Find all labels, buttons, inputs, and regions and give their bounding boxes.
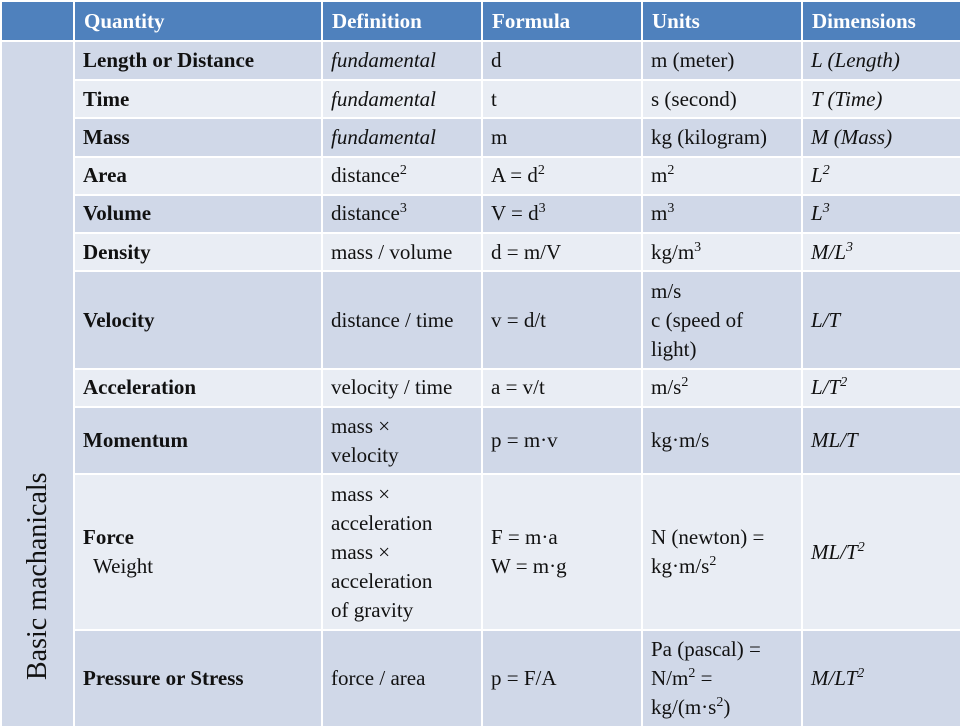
units-text: kg/(m·s — [651, 695, 717, 720]
cell-dimensions: T (Time) — [802, 80, 960, 118]
definition-line: velocity — [331, 442, 399, 467]
definition-text: distance — [331, 163, 400, 188]
header-units: Units — [642, 1, 802, 41]
table-row-velocity — [1, 271, 960, 369]
cell-formula: p = m·v — [482, 407, 642, 474]
table-row-volume — [1, 195, 960, 233]
definition-line: mass × — [331, 481, 391, 506]
cell-dimensions — [802, 195, 960, 233]
definition-text: distance — [331, 201, 400, 226]
dimensions-text: L — [811, 201, 823, 226]
quantity-subline: Weight — [93, 554, 154, 579]
cell-definition: fundamental — [322, 41, 482, 80]
cell-dimensions — [802, 474, 960, 630]
table-row-area — [1, 157, 960, 195]
cell-definition — [322, 195, 482, 233]
table-row-force — [1, 474, 960, 630]
dimensions-exponent: 3 — [822, 201, 830, 217]
cell-definition: distance / time — [322, 271, 482, 369]
cell-quantity: Density — [74, 233, 322, 271]
formula-exponent: 2 — [537, 163, 545, 179]
definition-line: mass × — [331, 539, 391, 564]
cell-dimensions: L/T — [802, 271, 960, 369]
cell-formula: v = d/t — [482, 271, 642, 369]
formula-exponent: 3 — [538, 201, 546, 217]
cell-definition: velocity / time — [322, 369, 482, 407]
header-dimensions: Dimensions — [802, 1, 960, 41]
dimensions-text: L/T — [811, 375, 841, 400]
dimensions-text: M/L — [811, 239, 847, 264]
table-row-density — [1, 233, 960, 271]
units-line — [651, 552, 801, 581]
table-row-time — [1, 80, 960, 118]
header-row — [1, 1, 960, 41]
definition-line: acceleration — [331, 568, 433, 593]
cell-quantity: Pressure or Stress — [74, 630, 322, 727]
dimensions-exponent: 3 — [846, 239, 854, 255]
cell-definition: fundamental — [322, 118, 482, 156]
cell-units — [642, 474, 802, 630]
table-row-mass — [1, 118, 960, 156]
header-corner — [1, 1, 74, 41]
cell-dimensions: L (Length) — [802, 41, 960, 80]
units-text: N/m — [651, 666, 689, 691]
definition-line: of gravity — [331, 597, 414, 622]
cell-quantity: Acceleration — [74, 369, 322, 407]
units-exponent: 3 — [667, 201, 675, 217]
table-row-length — [1, 41, 960, 80]
units-line: Pa (pascal) = — [651, 637, 761, 662]
units-tail: = — [695, 666, 713, 691]
cell-definition — [322, 157, 482, 195]
definition-line: acceleration — [331, 510, 433, 535]
units-line: m/s — [651, 278, 682, 303]
cell-units — [642, 271, 802, 369]
units-text: m — [651, 163, 668, 188]
cell-formula: a = v/t — [482, 369, 642, 407]
dimensions-exponent: 2 — [822, 163, 830, 179]
cell-dimensions: ML/T — [802, 407, 960, 474]
cell-dimensions — [802, 630, 960, 727]
units-text: m/s — [651, 375, 682, 400]
header-quantity: Quantity — [74, 1, 322, 41]
dimensions-exponent: 2 — [857, 539, 865, 555]
cell-quantity: Mass — [74, 118, 322, 156]
cell-quantity — [74, 474, 322, 630]
units-line — [651, 693, 801, 722]
cell-formula: d = m/V — [482, 233, 642, 271]
cell-dimensions — [802, 157, 960, 195]
dimensions-text: L — [811, 163, 823, 188]
formula-line: F = m·a — [491, 525, 558, 550]
cell-definition: fundamental — [322, 80, 482, 118]
cell-quantity: Area — [74, 157, 322, 195]
side-label-cell — [1, 41, 74, 727]
cell-quantity: Momentum — [74, 407, 322, 474]
units-line — [651, 664, 801, 693]
cell-formula: m — [482, 118, 642, 156]
table-row-momentum — [1, 407, 960, 474]
cell-quantity: Time — [74, 80, 322, 118]
cell-formula: d — [482, 41, 642, 80]
units-line: N (newton) = — [651, 525, 765, 550]
cell-units — [642, 630, 802, 727]
dimensions-exponent: 2 — [857, 666, 865, 682]
dimensions-exponent: 2 — [840, 375, 848, 391]
dimensions-text: M/LT — [811, 666, 858, 691]
units-text: m — [651, 201, 668, 226]
dimensions-text: ML/T — [811, 539, 858, 564]
cell-units — [642, 369, 802, 407]
units-text: kg·m/s — [651, 554, 710, 579]
cell-definition: force / area — [322, 630, 482, 727]
cell-units — [642, 157, 802, 195]
units-tail: ) — [723, 695, 731, 720]
cell-definition — [322, 474, 482, 630]
units-line: light) — [651, 336, 697, 361]
units-exponent: 2 — [688, 666, 696, 682]
units-exponent: 2 — [667, 163, 675, 179]
units-line: c (speed of — [651, 307, 744, 332]
cell-quantity: Length or Distance — [74, 41, 322, 80]
cell-quantity: Velocity — [74, 271, 322, 369]
cell-units — [642, 195, 802, 233]
cell-formula — [482, 474, 642, 630]
cell-formula: p = F/A — [482, 630, 642, 727]
table-row-acceleration — [1, 369, 960, 407]
definition-exponent: 2 — [399, 163, 407, 179]
definition-line: mass × — [331, 413, 391, 438]
header-definition: Definition — [322, 1, 482, 41]
cell-formula — [482, 195, 642, 233]
cell-dimensions — [802, 369, 960, 407]
cell-units — [642, 233, 802, 271]
cell-units: kg (kilogram) — [642, 118, 802, 156]
header-formula: Formula — [482, 1, 642, 41]
units-exponent: 2 — [716, 695, 724, 711]
table-row-pressure — [1, 630, 960, 727]
cell-formula — [482, 157, 642, 195]
cell-units: m (meter) — [642, 41, 802, 80]
formula-line: W = m·g — [491, 554, 567, 579]
cell-definition: mass / volume — [322, 233, 482, 271]
cell-definition — [322, 407, 482, 474]
cell-dimensions — [802, 233, 960, 271]
units-exponent: 2 — [681, 375, 689, 391]
cell-quantity: Volume — [74, 195, 322, 233]
formula-text: A = d — [491, 163, 538, 188]
quantity-line: Force — [83, 525, 134, 550]
cell-formula: t — [482, 80, 642, 118]
side-label: Basic machanicals — [22, 472, 53, 680]
cell-units: kg·m/s — [642, 407, 802, 474]
cell-dimensions: M (Mass) — [802, 118, 960, 156]
formula-text: V = d — [491, 201, 539, 226]
units-exponent: 3 — [694, 239, 702, 255]
cell-units: s (second) — [642, 80, 802, 118]
units-text: kg/m — [651, 239, 695, 264]
units-exponent: 2 — [709, 554, 717, 570]
definition-exponent: 3 — [399, 201, 407, 217]
